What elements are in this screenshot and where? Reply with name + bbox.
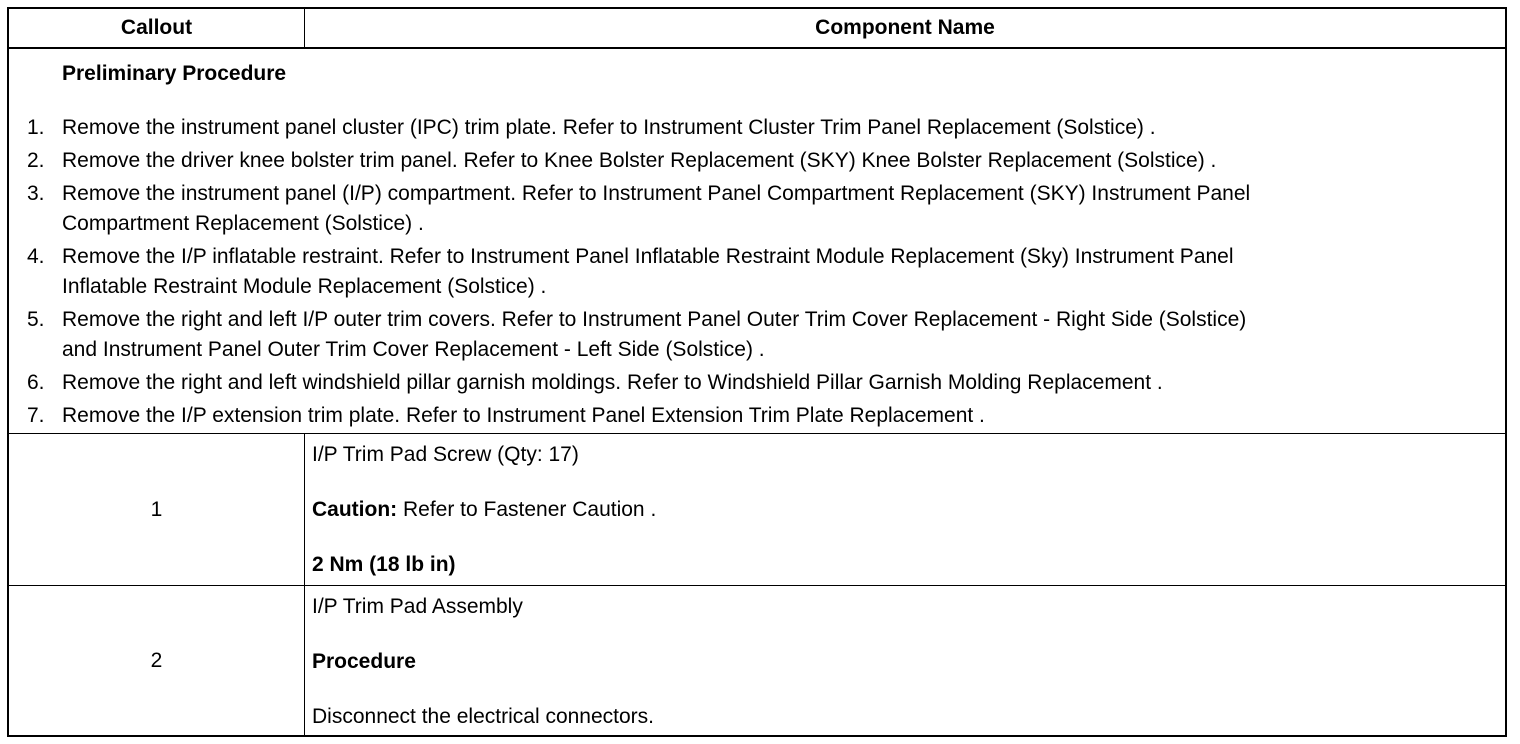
step-number: 5. — [27, 308, 45, 331]
component-name: I/P Trim Pad Assembly — [312, 595, 523, 618]
preliminary-procedure-row — [9, 49, 1505, 434]
step-number: 2. — [27, 149, 45, 172]
preliminary-steps-list — [9, 113, 1489, 434]
callout-number: 1 — [9, 434, 305, 585]
step-item — [9, 401, 1489, 431]
procedure-label: Procedure — [312, 650, 416, 673]
header-callout: Callout — [9, 9, 305, 47]
step-item — [9, 179, 1489, 239]
step-number: 7. — [27, 404, 45, 427]
step-text-line: Compartment Replacement (Solstice) . — [62, 212, 424, 235]
step-number: 1. — [27, 116, 45, 139]
step-text-line: Remove the I/P extension trim plate. Refer to Instrument Panel Extension Trim Plate Replacement . — [62, 404, 985, 427]
step-text-line: Inflatable Restraint Module Replacement (Solstice) . — [62, 275, 547, 298]
step-item — [9, 242, 1489, 302]
header-component-name: Component Name — [815, 16, 995, 39]
step-item — [9, 146, 1489, 176]
table-row — [9, 434, 1505, 586]
step-text-line: Remove the instrument panel cluster (IPC) trim plate. Refer to Instrument Cluster Trim Panel Replacement (Solstice) . — [62, 116, 1156, 139]
step-item — [9, 113, 1489, 143]
component-name: I/P Trim Pad Screw (Qty: 17) — [312, 443, 579, 466]
caution-text: Refer to Fastener Caution . — [397, 498, 657, 521]
step-text-line: Remove the I/P inflatable restraint. Refer to Instrument Panel Inflatable Restraint Module Replacement (Sky) Instrument Panel — [62, 245, 1234, 268]
table-header-row — [9, 9, 1505, 49]
step-text-line: Remove the instrument panel (I/P) compartment. Refer to Instrument Panel Compartment Replacement (SKY) Instrument Panel — [62, 182, 1251, 205]
procedure-text: Disconnect the electrical connectors. — [312, 705, 654, 728]
step-text-line: and Instrument Panel Outer Trim Cover Replacement - Left Side (Solstice) . — [62, 338, 765, 361]
step-number: 4. — [27, 245, 45, 268]
torque-spec: 2 Nm (18 lb in) — [312, 553, 456, 576]
component-cell — [305, 434, 1505, 585]
step-number: 3. — [27, 182, 45, 205]
caution-label: Caution: — [312, 498, 398, 521]
caution-line — [312, 498, 656, 522]
step-text-line: Remove the right and left windshield pillar garnish moldings. Refer to Windshield Pillar Garnish Molding Replacement . — [62, 371, 1163, 394]
step-number: 6. — [27, 371, 45, 394]
callout-number: 2 — [9, 586, 305, 735]
step-text-line: Remove the driver knee bolster trim panel. Refer to Knee Bolster Replacement (SKY) Knee Bolster Replacement (Solstice) . — [62, 149, 1217, 172]
preliminary-procedure-title: Preliminary Procedure — [62, 62, 287, 85]
step-text-line: Remove the right and left I/P outer trim covers. Refer to Instrument Panel Outer Trim Cover Replacement - Right Side (Solstice) — [62, 308, 1247, 331]
procedure-table — [7, 7, 1507, 737]
step-item — [9, 305, 1489, 365]
step-item — [9, 368, 1489, 398]
table-row — [9, 586, 1505, 735]
component-cell — [305, 586, 1505, 735]
